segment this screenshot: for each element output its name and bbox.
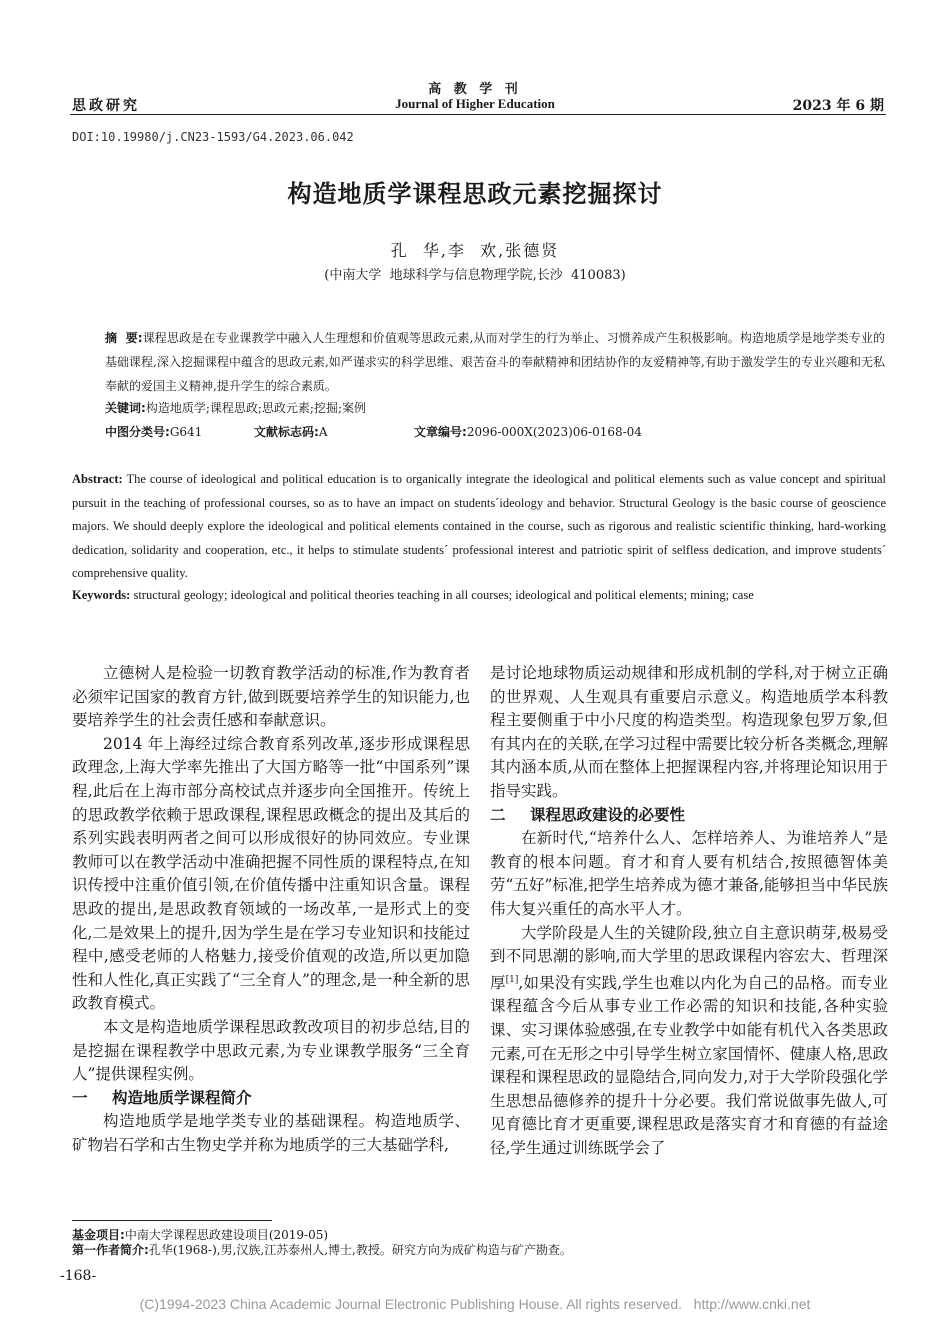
abstract-cn-text: 课程思政是在专业课教学中融入人生理想和价值观等思政元素,从而对学生的行为举止、习惯养成产生积极影响。构造地质学是地学类专业的基础课程,深入挖掘课程中蕴含的思政元素,如严谨求实的科学思维、艰苦奋斗的奉献精神和团结协作的友爱精神等,有助于激发学生的专业兴趣和无私奉献的爱国主义精神,提升学生的综合素质。: [105, 331, 886, 393]
abstract-cn: [105, 326, 885, 398]
keywords-en: [72, 584, 886, 608]
clc-value: G641: [169, 425, 203, 439]
keywords-en-label: Keywords:: [72, 588, 131, 602]
fund-text: 中南大学课程思政建设项目(2019-05): [124, 1228, 329, 1242]
affiliation: (中南大学 地球科学与信息物理学院,长沙 410083): [324, 268, 626, 283]
clc-number: [105, 423, 202, 440]
clc-label: 中图分类号:: [105, 425, 170, 439]
section-label: 思政研究: [72, 98, 140, 114]
body-text: 大学阶段是人生的关键阶段,独立自主意识萌芽,极易受到不同思潮的影响,而大学里的思政课程内容宏大、哲理深厚: [490, 923, 888, 992]
journal-name-cn: 高 教 学 刊: [428, 82, 522, 97]
body-paragraph: 是讨论地球物质运动规律和形成机制的学科,对于树立正确的世界观、人生观具有重要启示意义。构造地质学本科教程主要侧重于中小尺度的构造类型。构造现象包罗万象,但有其内在的关联,在学习过程中需要比较分析各类概念,理解其内涵本质,从而在整体上把握课程内容,并将理论知识用于指导实践。: [490, 664, 888, 800]
body-paragraph: 构造地质学是地学类专业的基础课程。构造地质学、矿物岩石学和古生物史学并称为地质学的三大基础学科,: [72, 1112, 470, 1154]
article-title: 构造地质学课程思政元素挖掘探讨: [287, 180, 663, 208]
keywords-en-text: structural geology; ideological and political theories teaching in all courses; ideological and political elements; mining; case: [133, 588, 754, 602]
citation-ref[interactable]: [1]: [505, 974, 519, 985]
article-number-label: 文章编号:: [414, 425, 467, 439]
body-text: ,如果没有实践,学生也难以内化为自己的品格。而专业课程蕴含今后从事专业工作必需的知识和技能,各种实验课、实习课体验感强,在专业教学中如能有机代入各类思政元素,可在无形之中引导学生树立家国情怀、健康人格,思政课程和课程思政的显隐结合,同向发力,对于大学阶段强化学生思想品德修养的提升十分必要。我们常说做事先做人,可见育德比育才更重要,课程思政是落实育才和育德的有益途径,学生通过训练既学会了: [490, 973, 888, 1158]
abstract-en: [72, 468, 886, 586]
body-paragraph: 2014 年上海经过综合教育系列改革,逐步形成课程思政理念,上海大学率先推出了大国方略等一批“中国系列”课程,此后在上海市部分高校试点并逐步向全国推开。传统上的思政教学依赖于思政课程,课程思政概念的提出及其后的系列实践表明两者之间可以形成很好的协同效应。专业课教师可以在教学活动中准确把握不同性质的课程特点,在知识传授中注重价值引领,在价值传播中注重知识含量。课程思政的提出,是思政教育领域的一场改革,一是形式上的变化,二是效果上的提升,因为学生是在学习专业知识和技能过程中,感受老师的人格魅力,接受价值观的改造,所以更加隐性和人性化,真正实践了“三全育人”的理念,是一种全新的思政教育模式。: [72, 734, 470, 1013]
section-heading-2: [490, 804, 888, 828]
doc-code-value: A: [318, 425, 328, 439]
article-number: [414, 423, 642, 440]
journal-name-en: Journal of Higher Education: [395, 96, 555, 111]
body-column-right: [490, 662, 888, 1161]
authors: 孔 华,李 欢,张德贤: [390, 241, 560, 260]
article-number-value: 2096-000X(2023)06-0168-04: [466, 425, 642, 439]
body-paragraph: 本文是构造地质学课程思政教改项目的初步总结,目的是挖掘在课程教学中思政元素,为专业课教学服务“三全育人”提供课程实例。: [72, 1017, 470, 1084]
body-paragraph: 立德树人是检验一切教育教学活动的标准,作为教育者必须牢记国家的教育方针,做到既要培养学生的知识能力,也要培养学生的社会责任感和奉献意识。: [72, 664, 470, 730]
author-info-label: 第一作者简介:: [72, 1243, 149, 1257]
footnote-author: [72, 1241, 572, 1258]
section-heading-2-text: 课程思政建设的必要性: [530, 805, 686, 824]
keywords-cn-label: 关键词:: [105, 401, 146, 415]
body-column-left: [72, 662, 470, 1157]
keywords-cn-text: 构造地质学;课程思政;思政元素;挖掘;案例: [145, 401, 366, 415]
header-rule: [70, 114, 886, 115]
abstract-cn-label: 摘 要:: [105, 331, 143, 345]
section-heading-2-number: 二: [490, 805, 506, 824]
fund-label: 基金项目:: [72, 1228, 125, 1242]
body-paragraph: 在新时代,“培养什么人、怎样培养人、为谁培养人”是教育的根本问题。育才和育人要有机结合,按照德智体美劳“五好”标准,把学生培养成为德才兼备,能够担当中华民族伟大复兴重任的高水平人才。: [490, 829, 888, 918]
author-info-text: 孔华(1968-),男,汉族,江苏泰州人,博士,教授。研究方向为成矿构造与矿产勘查。: [148, 1243, 572, 1257]
doi[interactable]: DOI:10.19980/j.CN23-1593/G4.2023.06.042: [72, 130, 354, 144]
doc-code-label: 文献标志码:: [254, 425, 319, 439]
page-number: -168-: [60, 1268, 97, 1284]
section-heading-1: [72, 1087, 470, 1111]
doc-code: [254, 423, 327, 440]
copyright-watermark: (C)1994-2023 China Academic Journal Electronic Publishing House. All rights reserved. http://www.cnki.net: [139, 1296, 811, 1312]
footnote-rule: [72, 1220, 272, 1221]
keywords-cn: [105, 399, 366, 416]
abstract-en-text: The course of ideological and political education is to organically integrate the ideological and political elements such as value concept and spiritual pursuit in the teaching of professional courses, so as to have an impact on students´ideology and behavior. Structural Geology is the basic course of geoscience majors. We should deeply explore the ideological and political elements contained in the course, such as rigorous and realistic scientific thinking, hard-working dedication, solidarity and cooperation, etc., it helps to stimulate students´ professional interest and patriotic spirit of selfless dedication, and improve students´ comprehensive quality.: [72, 472, 886, 580]
section-heading-1-text: 构造地质学课程简介: [112, 1088, 252, 1107]
issue-label: 2023 年 6 期: [792, 98, 884, 114]
body-paragraph: [490, 922, 888, 1161]
abstract-en-label: Abstract:: [72, 472, 123, 486]
section-heading-1-number: 一: [72, 1088, 88, 1107]
